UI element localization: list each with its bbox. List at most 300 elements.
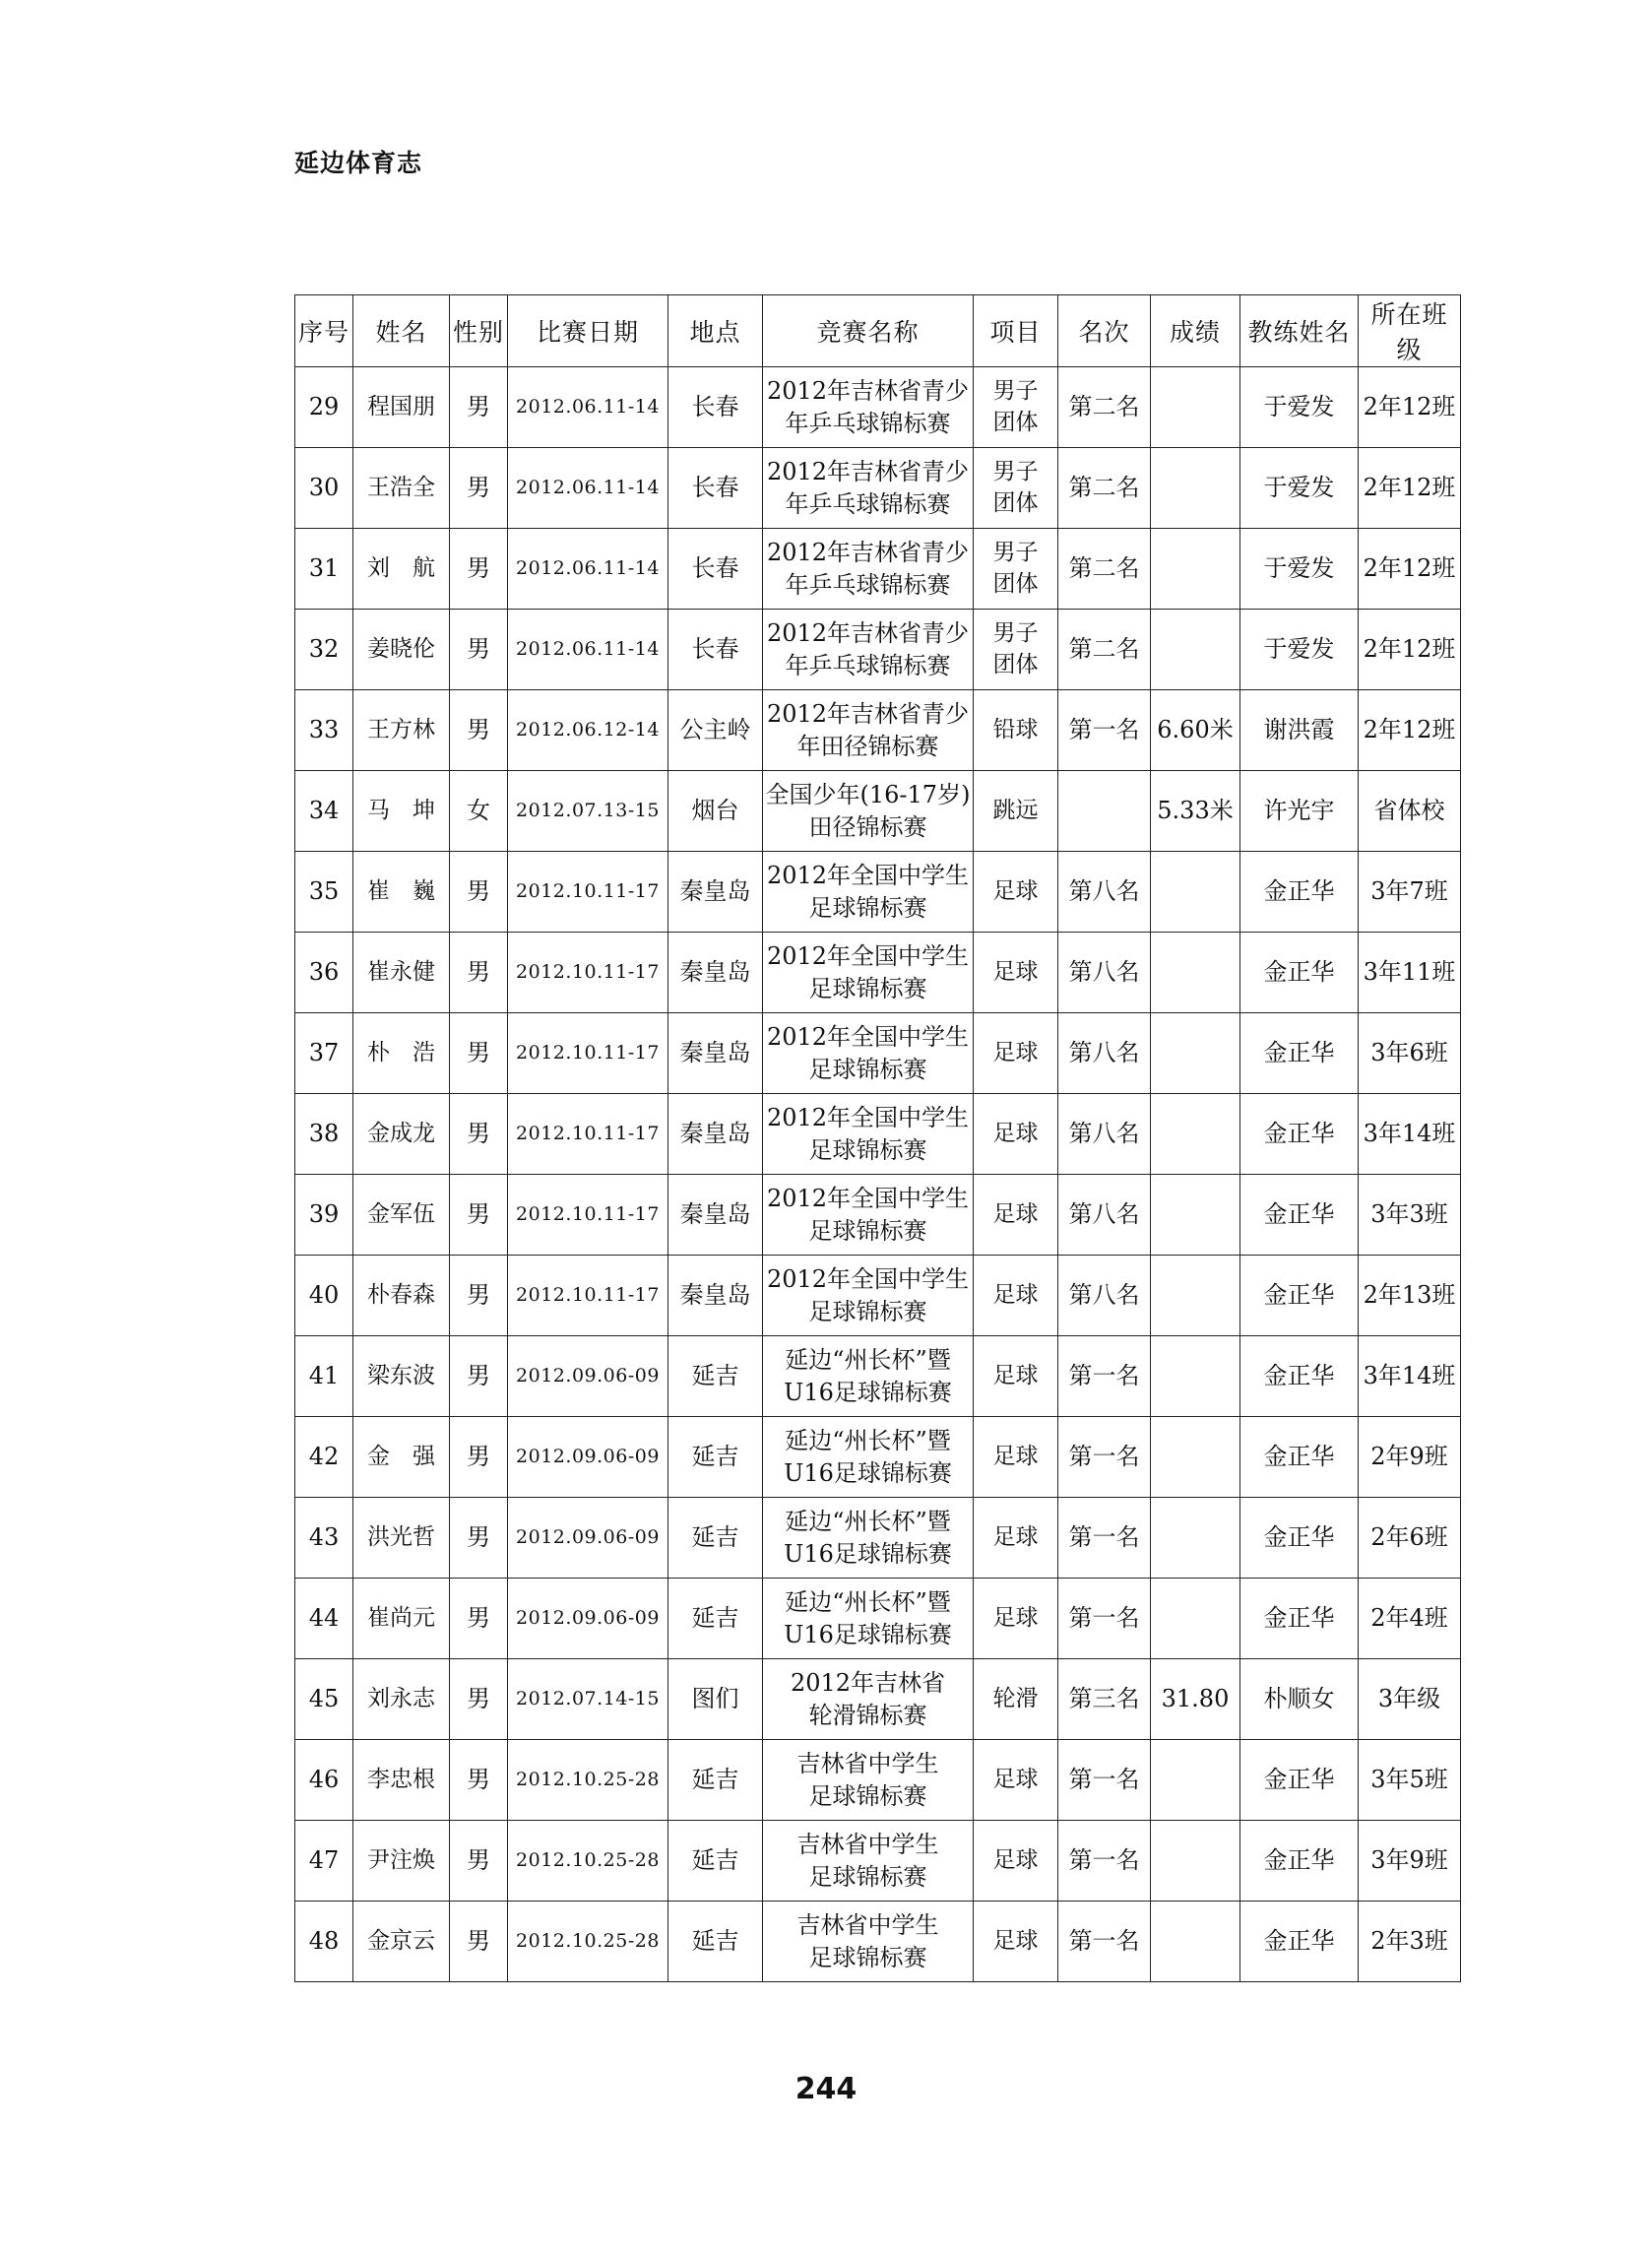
table-row [295,1659,1461,1740]
cell-date: 2012.07.14-15 [508,1659,668,1740]
cell-index: 43 [295,1498,353,1579]
table-row [295,1740,1461,1821]
cell-result: 31.80 [1151,1659,1240,1740]
cell-event [974,1013,1058,1094]
cell-date: 2012.06.11-14 [508,610,668,690]
cell-index: 42 [295,1417,353,1498]
table-body [295,367,1461,1982]
cell-name: 马 坤 [353,771,450,852]
cell-name: 姜晓伦 [353,610,450,690]
cell-event-line: 男子 [992,620,1039,647]
cell-date: 2012.10.25-28 [508,1740,668,1821]
cell-coach: 谢洪霞 [1240,690,1359,771]
cell-class: 3年3班 [1359,1175,1461,1256]
cell-gender: 男 [450,1821,508,1902]
header-coach: 教练姓名 [1240,295,1359,367]
cell-place: 延吉 [668,1498,763,1579]
cell-index: 29 [295,367,353,448]
cell-competition-line: U16足球锦标赛 [784,1378,952,1406]
cell-competition-line: 年乒乓球锦标赛 [785,570,951,599]
cell-event-line: 轮滑 [992,1685,1039,1711]
cell-place: 秦皇岛 [668,933,763,1013]
cell-event-line: 足球 [992,1766,1039,1792]
table-row [295,610,1461,690]
cell-rank [1058,771,1151,852]
cell-index: 44 [295,1579,353,1659]
cell-event-line: 团体 [992,570,1039,597]
cell-result [1151,1821,1240,1902]
cell-competition [763,1659,974,1740]
cell-event [974,529,1058,610]
cell-competition-line: 吉林省中学生 [796,1831,939,1859]
cell-event [974,1175,1058,1256]
cell-event [974,1740,1058,1821]
cell-name: 金军伍 [353,1175,450,1256]
cell-name: 程国朋 [353,367,450,448]
cell-name: 金成龙 [353,1094,450,1175]
cell-event [974,771,1058,852]
cell-competition-line: 2012年全国中学生 [766,862,970,890]
cell-name: 王浩全 [353,448,450,529]
cell-name: 尹注焕 [353,1821,450,1902]
cell-event-line: 团体 [992,409,1039,435]
cell-class: 2年12班 [1359,367,1461,448]
cell-result [1151,1417,1240,1498]
cell-rank: 第一名 [1058,1498,1151,1579]
cell-event [974,1579,1058,1659]
cell-gender: 男 [450,1417,508,1498]
cell-date: 2012.10.11-17 [508,1013,668,1094]
cell-competition-line: 足球锦标赛 [808,1297,927,1325]
cell-event [974,367,1058,448]
cell-coach: 金正华 [1240,933,1359,1013]
cell-competition-line: 延边“州长杯”暨 [785,1346,951,1375]
cell-result [1151,1256,1240,1336]
cell-class: 2年3班 [1359,1902,1461,1982]
cell-rank: 第二名 [1058,448,1151,529]
cell-class: 3年11班 [1359,933,1461,1013]
cell-place: 延吉 [668,1579,763,1659]
table-row [295,1498,1461,1579]
cell-event-line: 男子 [992,459,1039,485]
cell-event-line: 铅球 [992,716,1039,742]
cell-date: 2012.06.12-14 [508,690,668,771]
cell-event [974,610,1058,690]
cell-event [974,1094,1058,1175]
cell-rank: 第八名 [1058,1256,1151,1336]
cell-rank: 第一名 [1058,690,1151,771]
cell-competition-line: U16足球锦标赛 [784,1458,952,1487]
cell-result [1151,529,1240,610]
cell-competition-line: 延边“州长杯”暨 [785,1508,951,1536]
header-competition: 竞赛名称 [763,295,974,367]
cell-competition-line: 足球锦标赛 [808,1216,927,1245]
cell-competition [763,1094,974,1175]
table-row [295,1175,1461,1256]
cell-coach: 许光宇 [1240,771,1359,852]
cell-competition [763,1498,974,1579]
cell-date: 2012.10.25-28 [508,1902,668,1982]
cell-coach: 金正华 [1240,1175,1359,1256]
table-row [295,1902,1461,1982]
cell-competition-line: 年田径锦标赛 [796,732,939,760]
table-header-row [295,295,1461,367]
cell-class: 2年6班 [1359,1498,1461,1579]
cell-rank: 第二名 [1058,529,1151,610]
cell-date: 2012.06.11-14 [508,448,668,529]
cell-date: 2012.10.25-28 [508,1821,668,1902]
header-rank: 名次 [1058,295,1151,367]
cell-index: 45 [295,1659,353,1740]
cell-gender: 男 [450,1013,508,1094]
table-row [295,1256,1461,1336]
table-row [295,1336,1461,1417]
header-date: 比赛日期 [508,295,668,367]
cell-coach: 金正华 [1240,1902,1359,1982]
cell-result [1151,1175,1240,1256]
cell-coach: 金正华 [1240,1821,1359,1902]
cell-gender: 男 [450,690,508,771]
cell-competition [763,367,974,448]
table-row [295,367,1461,448]
cell-rank: 第八名 [1058,852,1151,933]
header-gender: 性别 [450,295,508,367]
cell-class: 3年7班 [1359,852,1461,933]
cell-class: 2年13班 [1359,1256,1461,1336]
cell-gender: 男 [450,529,508,610]
cell-place: 长春 [668,610,763,690]
cell-index: 47 [295,1821,353,1902]
header-index: 序号 [295,295,353,367]
table-row [295,1094,1461,1175]
cell-class: 2年12班 [1359,610,1461,690]
cell-name: 李忠根 [353,1740,450,1821]
cell-gender: 男 [450,852,508,933]
cell-index: 46 [295,1740,353,1821]
cell-competition [763,1013,974,1094]
cell-place: 秦皇岛 [668,1094,763,1175]
cell-date: 2012.09.06-09 [508,1417,668,1498]
cell-event-line: 足球 [992,1120,1039,1146]
cell-class: 2年12班 [1359,529,1461,610]
cell-competition [763,690,974,771]
cell-name: 刘 航 [353,529,450,610]
cell-event-line: 男子 [992,540,1039,566]
cell-place: 秦皇岛 [668,1013,763,1094]
cell-place: 秦皇岛 [668,1256,763,1336]
cell-class: 2年12班 [1359,448,1461,529]
cell-competition-line: 年乒乓球锦标赛 [785,409,951,437]
cell-competition [763,1902,974,1982]
cell-class: 3年14班 [1359,1336,1461,1417]
cell-gender: 男 [450,933,508,1013]
cell-rank: 第八名 [1058,933,1151,1013]
cell-event-line: 足球 [992,1604,1039,1631]
cell-result [1151,367,1240,448]
cell-competition-line: 2012年吉林省青少 [766,619,970,648]
cell-rank: 第二名 [1058,367,1151,448]
cell-result [1151,1902,1240,1982]
cell-coach: 金正华 [1240,1417,1359,1498]
cell-event-line: 足球 [992,1927,1039,1954]
table-row [295,771,1461,852]
cell-event-line: 足球 [992,1362,1039,1388]
table-row [295,1417,1461,1498]
cell-competition [763,1579,974,1659]
table-row [295,1821,1461,1902]
cell-competition-line: 足球锦标赛 [808,1862,927,1891]
cell-name: 金 强 [353,1417,450,1498]
cell-rank: 第一名 [1058,1336,1151,1417]
cell-result [1151,1094,1240,1175]
cell-rank: 第三名 [1058,1659,1151,1740]
cell-event-line: 足球 [992,1846,1039,1873]
cell-competition-line: 2012年吉林省青少 [766,700,970,729]
table-row [295,690,1461,771]
cell-date: 2012.10.11-17 [508,1256,668,1336]
cell-competition-line: 2012年吉林省青少 [766,458,970,486]
cell-date: 2012.09.06-09 [508,1498,668,1579]
cell-index: 34 [295,771,353,852]
cell-index: 35 [295,852,353,933]
cell-coach: 于爱发 [1240,448,1359,529]
table-row [295,529,1461,610]
cell-place: 烟台 [668,771,763,852]
cell-class: 3年级 [1359,1659,1461,1740]
cell-rank: 第一名 [1058,1902,1151,1982]
cell-class: 省体校 [1359,771,1461,852]
cell-class: 3年5班 [1359,1740,1461,1821]
cell-index: 36 [295,933,353,1013]
header-class: 所在班级 [1359,295,1461,367]
cell-event-line: 团体 [992,489,1039,516]
cell-place: 公主岭 [668,690,763,771]
cell-index: 48 [295,1902,353,1982]
cell-competition-line: 年乒乓球锦标赛 [785,651,951,679]
header-result: 成绩 [1151,295,1240,367]
cell-result [1151,1013,1240,1094]
cell-competition-line: U16足球锦标赛 [784,1620,952,1648]
cell-class: 2年4班 [1359,1579,1461,1659]
cell-coach: 金正华 [1240,1579,1359,1659]
cell-index: 40 [295,1256,353,1336]
cell-gender: 男 [450,367,508,448]
cell-competition [763,933,974,1013]
cell-name: 洪光哲 [353,1498,450,1579]
cell-gender: 男 [450,1336,508,1417]
cell-rank: 第二名 [1058,610,1151,690]
cell-competition-line: 足球锦标赛 [808,1781,927,1810]
cell-place: 长春 [668,529,763,610]
cell-date: 2012.06.11-14 [508,367,668,448]
cell-rank: 第一名 [1058,1417,1151,1498]
cell-event-line: 足球 [992,1281,1039,1308]
cell-name: 崔 巍 [353,852,450,933]
table-row [295,448,1461,529]
cell-class: 3年6班 [1359,1013,1461,1094]
cell-class: 3年9班 [1359,1821,1461,1902]
cell-index: 39 [295,1175,353,1256]
cell-place: 延吉 [668,1417,763,1498]
cell-class: 3年14班 [1359,1094,1461,1175]
cell-event [974,1336,1058,1417]
cell-event [974,448,1058,529]
cell-event [974,1659,1058,1740]
cell-event-line: 团体 [992,651,1039,677]
cell-date: 2012.10.11-17 [508,1175,668,1256]
cell-event [974,690,1058,771]
cell-name: 王方林 [353,690,450,771]
cell-competition [763,1821,974,1902]
cell-coach: 于爱发 [1240,367,1359,448]
cell-competition-line: 年乒乓球锦标赛 [785,489,951,518]
cell-result [1151,1498,1240,1579]
cell-event [974,1902,1058,1982]
cell-coach: 金正华 [1240,1336,1359,1417]
cell-coach: 于爱发 [1240,529,1359,610]
cell-competition-line: 2012年全国中学生 [766,1104,970,1132]
cell-rank: 第一名 [1058,1821,1151,1902]
cell-place: 图们 [668,1659,763,1740]
cell-event [974,852,1058,933]
header-event: 项目 [974,295,1058,367]
cell-gender: 男 [450,1740,508,1821]
cell-competition [763,1256,974,1336]
cell-index: 30 [295,448,353,529]
cell-competition [763,1417,974,1498]
cell-result [1151,852,1240,933]
cell-class: 2年12班 [1359,690,1461,771]
cell-coach: 金正华 [1240,1498,1359,1579]
cell-gender: 男 [450,1256,508,1336]
cell-gender: 男 [450,1175,508,1256]
table-row [295,933,1461,1013]
cell-competition-line: 轮滑锦标赛 [808,1701,927,1729]
cell-rank: 第八名 [1058,1094,1151,1175]
cell-index: 33 [295,690,353,771]
cell-rank: 第八名 [1058,1175,1151,1256]
cell-result [1151,1579,1240,1659]
cell-name: 金京云 [353,1902,450,1982]
cell-rank: 第八名 [1058,1013,1151,1094]
cell-date: 2012.09.06-09 [508,1336,668,1417]
cell-event-line: 跳远 [992,797,1039,823]
table-row [295,1013,1461,1094]
cell-gender: 男 [450,1579,508,1659]
cell-event-line: 足球 [992,958,1039,985]
cell-name: 朴春森 [353,1256,450,1336]
cell-result [1151,933,1240,1013]
cell-competition-line: 足球锦标赛 [808,893,927,922]
cell-coach: 朴顺女 [1240,1659,1359,1740]
cell-event-line: 足球 [992,1200,1039,1227]
cell-event-line: 足球 [992,1039,1039,1065]
cell-competition-line: 延边“州长杯”暨 [785,1427,951,1455]
cell-date: 2012.06.11-14 [508,529,668,610]
cell-rank: 第一名 [1058,1740,1151,1821]
cell-coach: 金正华 [1240,1094,1359,1175]
cell-competition [763,448,974,529]
cell-place: 长春 [668,367,763,448]
cell-competition-line: 2012年全国中学生 [766,1265,970,1294]
cell-competition-line: 足球锦标赛 [808,1135,927,1164]
cell-competition [763,1175,974,1256]
cell-gender: 男 [450,1094,508,1175]
cell-event [974,1821,1058,1902]
cell-event-line: 足球 [992,877,1039,904]
cell-name: 刘永志 [353,1659,450,1740]
cell-gender: 男 [450,448,508,529]
header-name: 姓名 [353,295,450,367]
cell-competition [763,852,974,933]
cell-competition [763,1336,974,1417]
cell-index: 37 [295,1013,353,1094]
cell-event [974,1498,1058,1579]
cell-gender: 男 [450,1902,508,1982]
cell-name: 朴 浩 [353,1013,450,1094]
cell-competition-line: 足球锦标赛 [808,1943,927,1971]
cell-event [974,1256,1058,1336]
cell-competition-line: 2012年吉林省青少 [766,539,970,567]
cell-result [1151,1740,1240,1821]
cell-class: 2年9班 [1359,1417,1461,1498]
cell-event-line: 足球 [992,1523,1039,1550]
cell-competition [763,771,974,852]
cell-place: 延吉 [668,1821,763,1902]
cell-gender: 男 [450,610,508,690]
cell-coach: 于爱发 [1240,610,1359,690]
page-number: 244 [794,2072,858,2106]
cell-name: 梁东波 [353,1336,450,1417]
cell-coach: 金正华 [1240,852,1359,933]
cell-name: 崔尚元 [353,1579,450,1659]
cell-index: 41 [295,1336,353,1417]
cell-result: 5.33米 [1151,771,1240,852]
cell-competition-line: 延边“州长杯”暨 [785,1588,951,1617]
cell-place: 长春 [668,448,763,529]
cell-place: 延吉 [668,1740,763,1821]
cell-competition [763,529,974,610]
cell-competition-line: 2012年全国中学生 [766,942,970,971]
cell-competition-line: 田径锦标赛 [808,812,927,841]
cell-result [1151,1336,1240,1417]
cell-index: 32 [295,610,353,690]
cell-result [1151,448,1240,529]
table-row [295,852,1461,933]
cell-competition-line: 吉林省中学生 [796,1750,939,1778]
cell-place: 秦皇岛 [668,852,763,933]
table-row [295,1579,1461,1659]
cell-event-line: 男子 [992,378,1039,405]
cell-gender: 男 [450,1498,508,1579]
header-place: 地点 [668,295,763,367]
cell-index: 31 [295,529,353,610]
cell-event [974,1417,1058,1498]
cell-date: 2012.10.11-17 [508,852,668,933]
cell-event-line: 足球 [992,1443,1039,1469]
cell-place: 延吉 [668,1336,763,1417]
book-title: 延边体育志 [294,149,423,177]
cell-coach: 金正华 [1240,1740,1359,1821]
cell-result: 6.60米 [1151,690,1240,771]
cell-competition-line: 2012年吉林省青少 [766,377,970,406]
cell-competition-line: U16足球锦标赛 [784,1539,952,1568]
cell-rank: 第一名 [1058,1579,1151,1659]
cell-competition-line: 2012年全国中学生 [766,1023,970,1052]
cell-coach: 金正华 [1240,1256,1359,1336]
cell-event [974,933,1058,1013]
cell-place: 秦皇岛 [668,1175,763,1256]
